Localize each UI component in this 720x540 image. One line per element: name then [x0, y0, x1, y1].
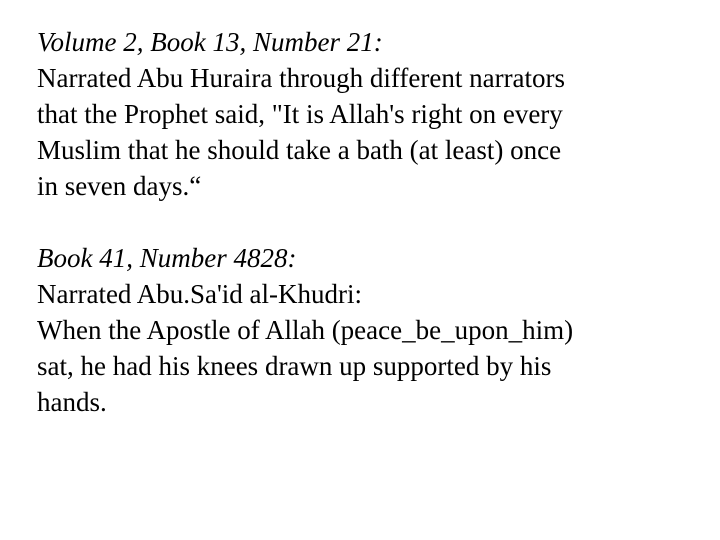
passage-1-line-2: that the Prophet said, "It is Allah's right on every: [37, 99, 563, 129]
passage-2-line-2: When the Apostle of Allah (peace_be_upon_him): [37, 315, 574, 345]
passage-2: [37, 240, 707, 420]
passage-2-line-3: sat, he had his knees drawn up supported by his: [37, 351, 552, 381]
passage-spacer: [37, 204, 707, 240]
passage-2-reference: Book 41, Number 4828:: [37, 243, 297, 273]
passage-2-line-1: Narrated Abu.Sa'id al-Khudri:: [37, 279, 363, 309]
passage-1-line-4: in seven days.“: [37, 171, 202, 201]
passage-1-line-3: Muslim that he should take a bath (at least) once: [37, 135, 562, 165]
passage-1: [37, 24, 707, 204]
passage-1-reference: Volume 2, Book 13, Number 21:: [37, 27, 383, 57]
slide-text: [37, 24, 707, 420]
passage-1-line-1: Narrated Abu Huraira through different narrators: [37, 63, 566, 93]
passage-2-line-4: hands.: [37, 387, 107, 417]
